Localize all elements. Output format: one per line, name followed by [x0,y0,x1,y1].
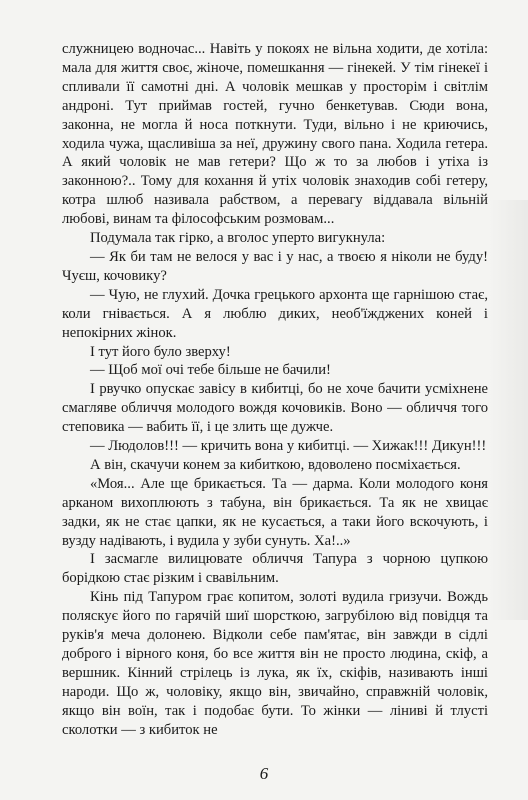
show-through-shadow [488,200,528,620]
paragraph-8: — Людолов!!! — кричить вона у кибитці. — Хижак!!! Дикун!!! [90,438,487,455]
page-number: 6 [259,764,269,783]
paragraph-10: «Моя... Але ще брикається. Та — дарма. Коли молодого коня арканом вихоплюють з табуна, він брикається. Та як не хвицає задки, як не стає цапки, як не кусається, а таки його вскочують, і вузду надівають, і вудила у зуби сунуть. Ха!..» [62,475,488,549]
paragraph-7: І рвучко опускає завісу в кибитці, бо не хоче бачити усміхнене смагляве обличчя молодого вождя кочовиків. Воно — обличчя того степовика — вабить її, і це злить ще дужче. [62,381,488,436]
paragraph-12: Кінь під Тапуром грає копитом, золоті вудила гризучи. Вождь поляскує його по гарячій шиї шорсткою, загрубілою від повідця та руків'я меча долонею. Відколи себе пам'ятає, він завжди в сідлі доброго і вірного коня, бо все життя він не просто людина, скіф, а вершник. Кінний стрілець із лука, як їх, скіфів, називають інші народи. Що ж, чоловіку, якщо він, звичайно, справжній чоловік, якщо він воїн, так і подобає бути. То жінки — ліниві й тлусті сколотки — з кибиток не [62,589,488,738]
paragraph-6: — Щоб мої очі тебе більше не бачили! [90,362,331,379]
paragraph-3: — Як би там не велося у вас і у нас, а твоєю я ніколи не буду! Чуєш, кочовику? [62,248,488,284]
paragraph-5: І тут його було зверху! [90,343,231,360]
paragraph-9: А він, скачучи конем за кибиткою, вдоволено посміхається. [90,456,461,473]
paragraph-1: служницею водночас... Навіть у покоях не вільна ходити, де хотіла: мала для життя своє, жіноче, помешкання — гінекей. У тім гінекеї і спливали її самотні дні. А чоловік мешкав у просторім і світлім андроні. Тут приймав гостей, гучно бенкетував. Сюди вона, законна, не могла й носа поткнути. Туди, вільно і не криючись, ходила чужа, щасливіша за неї, дружину свого пана. Ходила гетера. А який чоловік не мав гетери? Що ж то за любов і утіха із законною?.. Тому для кохання й утіх чоловік знаходив собі гетеру, котра шлюб називала рабством, а перевагу віддавала вільній любові, винам та філософським розмовам... [62,41,488,228]
paragraph-2: Подумала так гірко, а вголос уперто вигукнула: [90,230,386,247]
paragraph-11: І засмагле вилицювате обличчя Тапура з чорною цупкою борідкою стає різким і свавільним. [62,551,488,587]
paragraph-4: — Чую, не глухий. Дочка грецького архонта ще гарнішою стає, коли гнівається. А я люблю диких, необ'їжджених коней і непокірних жінок. [62,286,488,341]
page-body-text [62,40,488,740]
